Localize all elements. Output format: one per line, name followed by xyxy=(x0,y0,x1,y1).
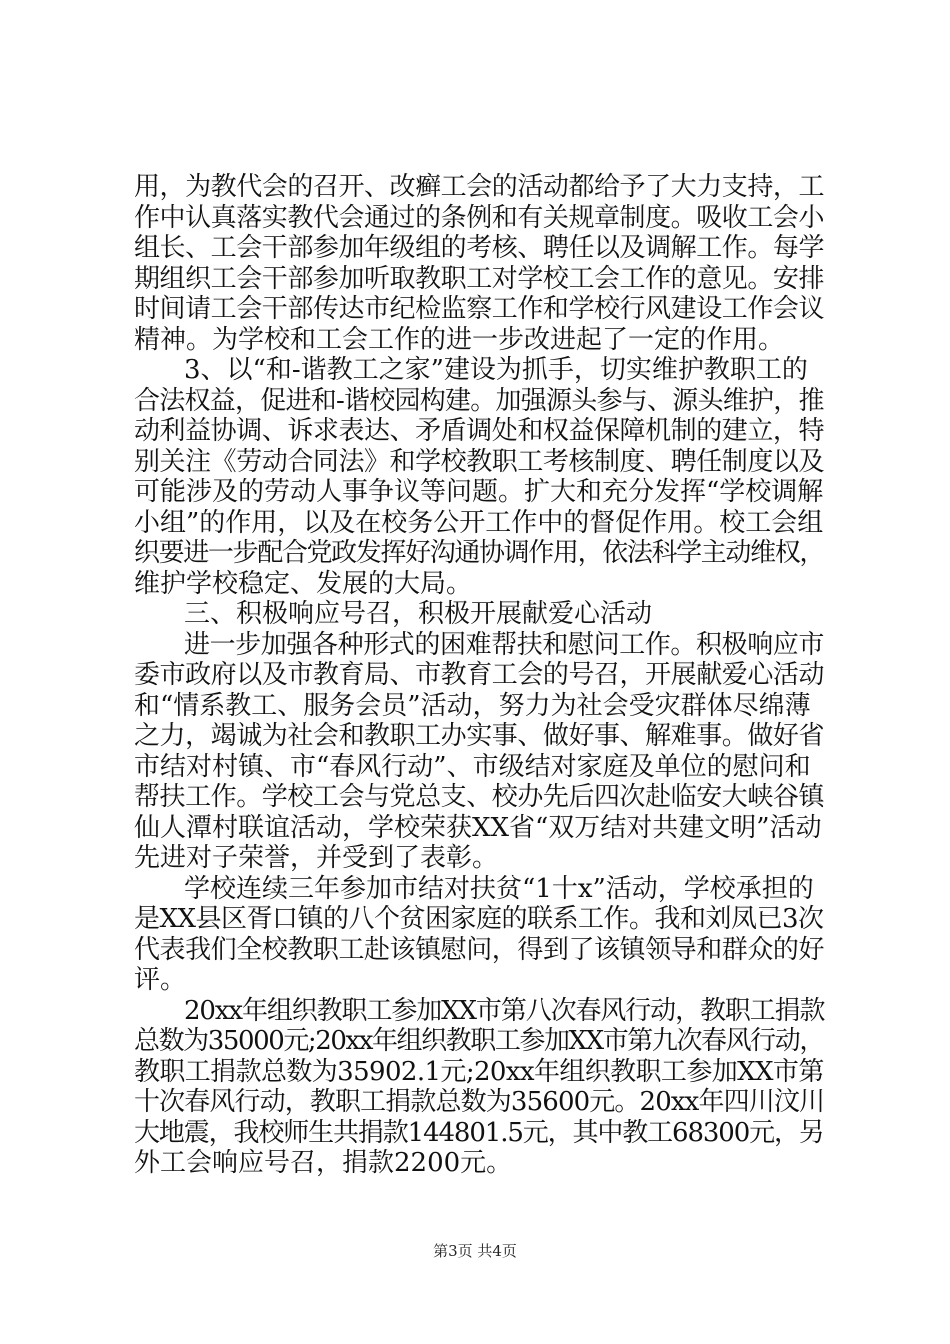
text-line: 精神。为学校和工会工作的进一步改进起了一定的作用。 xyxy=(134,324,785,355)
text-line: 代表我们全校教职工赴该镇慰问，得到了该镇领导和群众的好 xyxy=(134,934,825,965)
text-line: 和“情系教工、服务会员”活动，努力为社会受灾群体尽绵薄 xyxy=(134,690,811,721)
text-line: 先进对子荣誉，并受到了表彰。 xyxy=(134,843,499,873)
text-line: 仙人潭村联谊活动，学校荣获XX省“双万结对共建文明”活动 xyxy=(134,812,822,843)
document-body xyxy=(134,172,824,1179)
text-line: 总数为35000元;20xx年组织教职工参加XX市第九次春风行动， xyxy=(134,1026,824,1056)
text-line: 外工会响应号召，捐款2200元。 xyxy=(134,1148,513,1178)
text-line: 帮扶工作。学校工会与党总支、校办先后四次赴临安大峡谷镇 xyxy=(134,782,825,812)
text-line: 委市政府以及市教育局、市教育工会的号召，开展献爱心活动 xyxy=(134,660,825,690)
text-line: 组长、工会干部参加年级组的考核、聘任以及调解工作。每学 xyxy=(134,233,825,263)
text-line: 学校连续三年参加市结对扶贫“1十x”活动，学校承担的 xyxy=(184,873,814,904)
text-line: 动利益协调、诉求表达、矛盾调处和权益保障机制的建立，特 xyxy=(134,416,825,446)
text-line: 评。 xyxy=(134,965,187,995)
text-line: 十次春风行动，教职工捐款总数为35600元。20xx年四川汶川 xyxy=(134,1087,825,1117)
text-line: 大地震，我校师生共捐款144801.5元，其中教工68300元，另 xyxy=(134,1117,824,1148)
text-line: 是XX县区胥口镇的八个贫困家庭的联系工作。我和刘凤已3次 xyxy=(134,904,824,934)
text-line: 作中认真落实教代会通过的条例和有关规章制度。吸收工会小 xyxy=(134,202,825,233)
text-line: 别关注《劳动合同法》和学校教职工考核制度、聘任制度以及 xyxy=(134,446,825,477)
text-line: 可能涉及的劳动人事争议等问题。扩大和充分发挥“学校调解 xyxy=(134,477,824,507)
text-line: 市结对村镇、市“春风行动”、市级结对家庭及单位的慰问和 xyxy=(134,751,811,782)
text-line: 用，为教代会的召开、改癣工会的活动都给予了大力支持，工 xyxy=(134,172,825,202)
text-line: 织要进一步配合党政发挥好沟通协调作用，依法科学主动维权， xyxy=(134,538,825,568)
text-line: 三、积极响应号召，积极开展献爱心活动 xyxy=(184,599,653,629)
text-line: 之力，竭诚为社会和教职工办实事、做好事、解难事。做好省 xyxy=(134,721,825,751)
text-line: 时间请工会干部传达市纪检监察工作和学校行风建设工作会议 xyxy=(134,294,825,324)
text-line: 小组”的作用，以及在校务公开工作中的督促作用。校工会组 xyxy=(134,507,824,538)
page-footer: 第3页 共4页 xyxy=(433,1242,517,1260)
text-line: 合法权益，促进和-谐校园构建。加强源头参与、源头维护，推 xyxy=(134,385,824,416)
text-line: 20xx年组织教职工参加XX市第八次春风行动，教职工捐款 xyxy=(184,995,825,1026)
text-line: 期组织工会干部参加听取教职工对学校工会工作的意见。安排 xyxy=(134,263,825,294)
text-line: 3、以“和-谐教工之家”建设为抓手，切实维护教职工的 xyxy=(184,355,808,385)
text-line: 维护学校稳定、发展的大局。 xyxy=(134,568,473,599)
text-line: 进一步加强各种形式的困难帮扶和慰问工作。积极响应市 xyxy=(184,629,825,660)
text-line: 教职工捐款总数为35902.1元;20xx年组织教职工参加XX市第 xyxy=(134,1056,824,1087)
